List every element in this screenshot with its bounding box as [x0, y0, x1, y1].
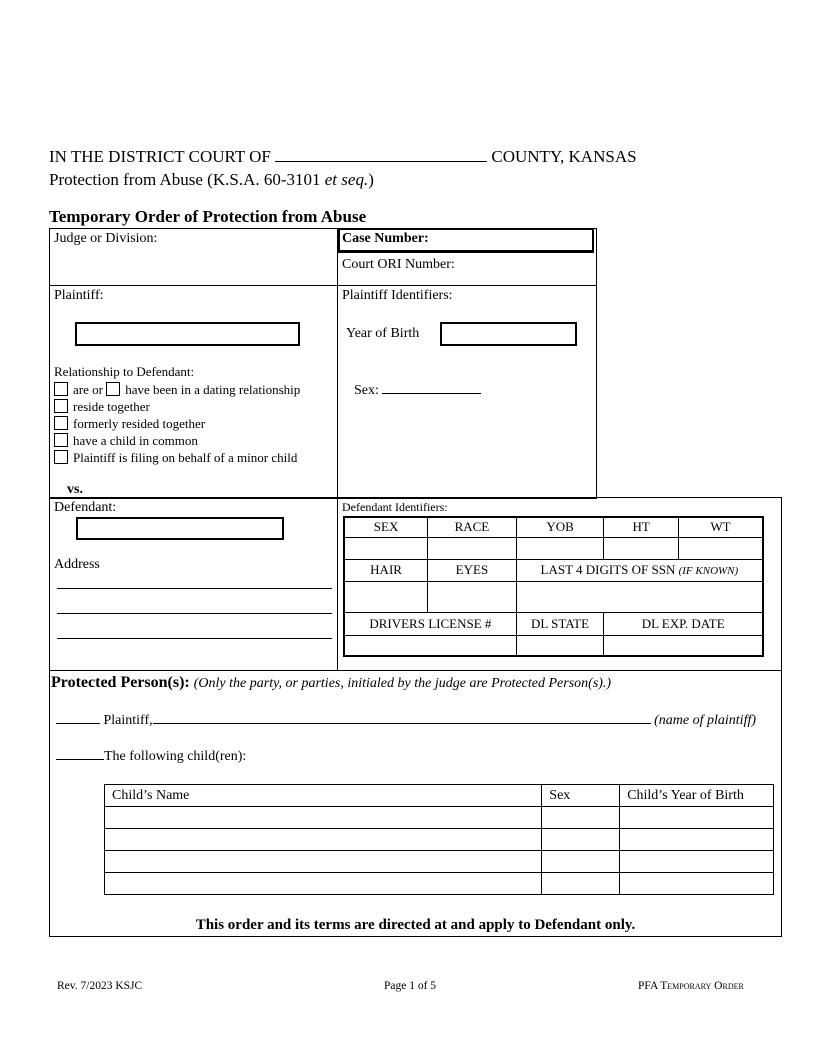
- col-sex: SEX: [344, 517, 428, 537]
- court-ori-label: Court ORI Number:: [342, 257, 455, 272]
- plaintiff-sex-blank[interactable]: [382, 393, 481, 394]
- rel-child-checkbox[interactable]: [54, 433, 68, 447]
- rel-dating-checkbox[interactable]: [106, 382, 120, 396]
- eyes-cell[interactable]: [428, 581, 517, 612]
- table-row: [105, 807, 774, 829]
- col-eyes: EYES: [428, 559, 517, 581]
- statute-line: Protection from Abuse (K.S.A. 60-3101 et seq.): [49, 170, 374, 189]
- relationship-options: are or have been in a dating relationship reside together formerly resided together have a child in common Plaintiff is filing on behalf of a minor child: [54, 381, 300, 466]
- address-line-1[interactable]: [57, 588, 332, 589]
- wt-cell[interactable]: [678, 537, 763, 559]
- table-row: [105, 873, 774, 895]
- footer-form: PFA Temporary Order: [638, 980, 744, 992]
- dl-exp-cell[interactable]: [604, 635, 763, 656]
- footer-rev: Rev. 7/2023 KSJC: [57, 980, 143, 992]
- col-dl-state: DL STATE: [516, 612, 604, 635]
- rel-minor-checkbox[interactable]: [54, 450, 68, 464]
- defendant-identifiers-table: [343, 516, 764, 657]
- plaintiff-name-input[interactable]: [75, 322, 300, 346]
- col-race: RACE: [428, 517, 517, 537]
- defendant-name-input[interactable]: [76, 517, 284, 540]
- ht-cell[interactable]: [604, 537, 679, 559]
- county-blank[interactable]: [275, 161, 487, 162]
- protected-persons-heading: Protected Person(s): (Only the party, or parties, initialed by the judge are Protected Person(s).): [51, 674, 612, 691]
- col-ht: HT: [604, 517, 679, 537]
- vs-label: vs.: [67, 482, 83, 497]
- rel-formerly-checkbox[interactable]: [54, 416, 68, 430]
- col-yob: YOB: [516, 517, 604, 537]
- hair-cell[interactable]: [344, 581, 428, 612]
- relationship-label: Relationship to Defendant:: [54, 364, 195, 379]
- court-heading: IN THE DISTRICT COURT OF COUNTY, KANSAS: [49, 147, 637, 166]
- yob-cell[interactable]: [516, 537, 604, 559]
- rel-are-checkbox[interactable]: [54, 382, 68, 396]
- col-child-name: Child’s Name: [105, 785, 542, 807]
- ssn-cell[interactable]: [516, 581, 763, 612]
- protected-plaintiff-line: Plaintiff, (name of plaintiff): [56, 713, 756, 729]
- defendant-label: Defendant:: [54, 500, 117, 515]
- case-number-label: Case Number:: [342, 231, 429, 246]
- col-child-yob: Child’s Year of Birth: [620, 785, 774, 807]
- address-line-3[interactable]: [57, 638, 332, 639]
- directed-notice: This order and its terms are directed at and apply to Defendant only.: [195, 917, 636, 933]
- dl-state-cell[interactable]: [516, 635, 604, 656]
- col-child-sex: Sex: [542, 785, 620, 807]
- children-table: [104, 784, 774, 895]
- address-line-2[interactable]: [57, 613, 332, 614]
- page-title: Temporary Order of Protection from Abuse: [49, 207, 367, 226]
- col-ssn: LAST 4 DIGITS OF SSN (IF KNOWN): [516, 559, 763, 581]
- table-row: [105, 851, 774, 873]
- protected-children-line: The following child(ren):: [56, 749, 246, 765]
- rel-reside-checkbox[interactable]: [54, 399, 68, 413]
- year-of-birth-label: Year of Birth: [346, 326, 420, 341]
- children-initial-blank[interactable]: [56, 759, 104, 760]
- plaintiff-identifiers-label: Plaintiff Identifiers:: [342, 288, 453, 303]
- col-wt: WT: [678, 517, 763, 537]
- plaintiff-sex-field: Sex:: [354, 383, 481, 399]
- col-dl-exp: DL EXP. DATE: [604, 612, 763, 635]
- race-cell[interactable]: [428, 537, 517, 559]
- plaintiff-name-blank[interactable]: [153, 723, 651, 724]
- plaintiff-initial-blank[interactable]: [56, 723, 100, 724]
- address-label: Address: [54, 557, 100, 572]
- defendant-identifiers-label: Defendant Identifiers:: [342, 500, 448, 514]
- drivers-license-cell[interactable]: [344, 635, 516, 656]
- plaintiff-year-of-birth-input[interactable]: [440, 322, 577, 346]
- footer-page: Page 1 of 5: [384, 980, 437, 992]
- plaintiff-label: Plaintiff:: [54, 288, 104, 303]
- judge-label: Judge or Division:: [54, 231, 158, 246]
- col-hair: HAIR: [344, 559, 428, 581]
- table-row: [105, 829, 774, 851]
- col-drivers-license: DRIVERS LICENSE #: [344, 612, 516, 635]
- sex-cell[interactable]: [344, 537, 428, 559]
